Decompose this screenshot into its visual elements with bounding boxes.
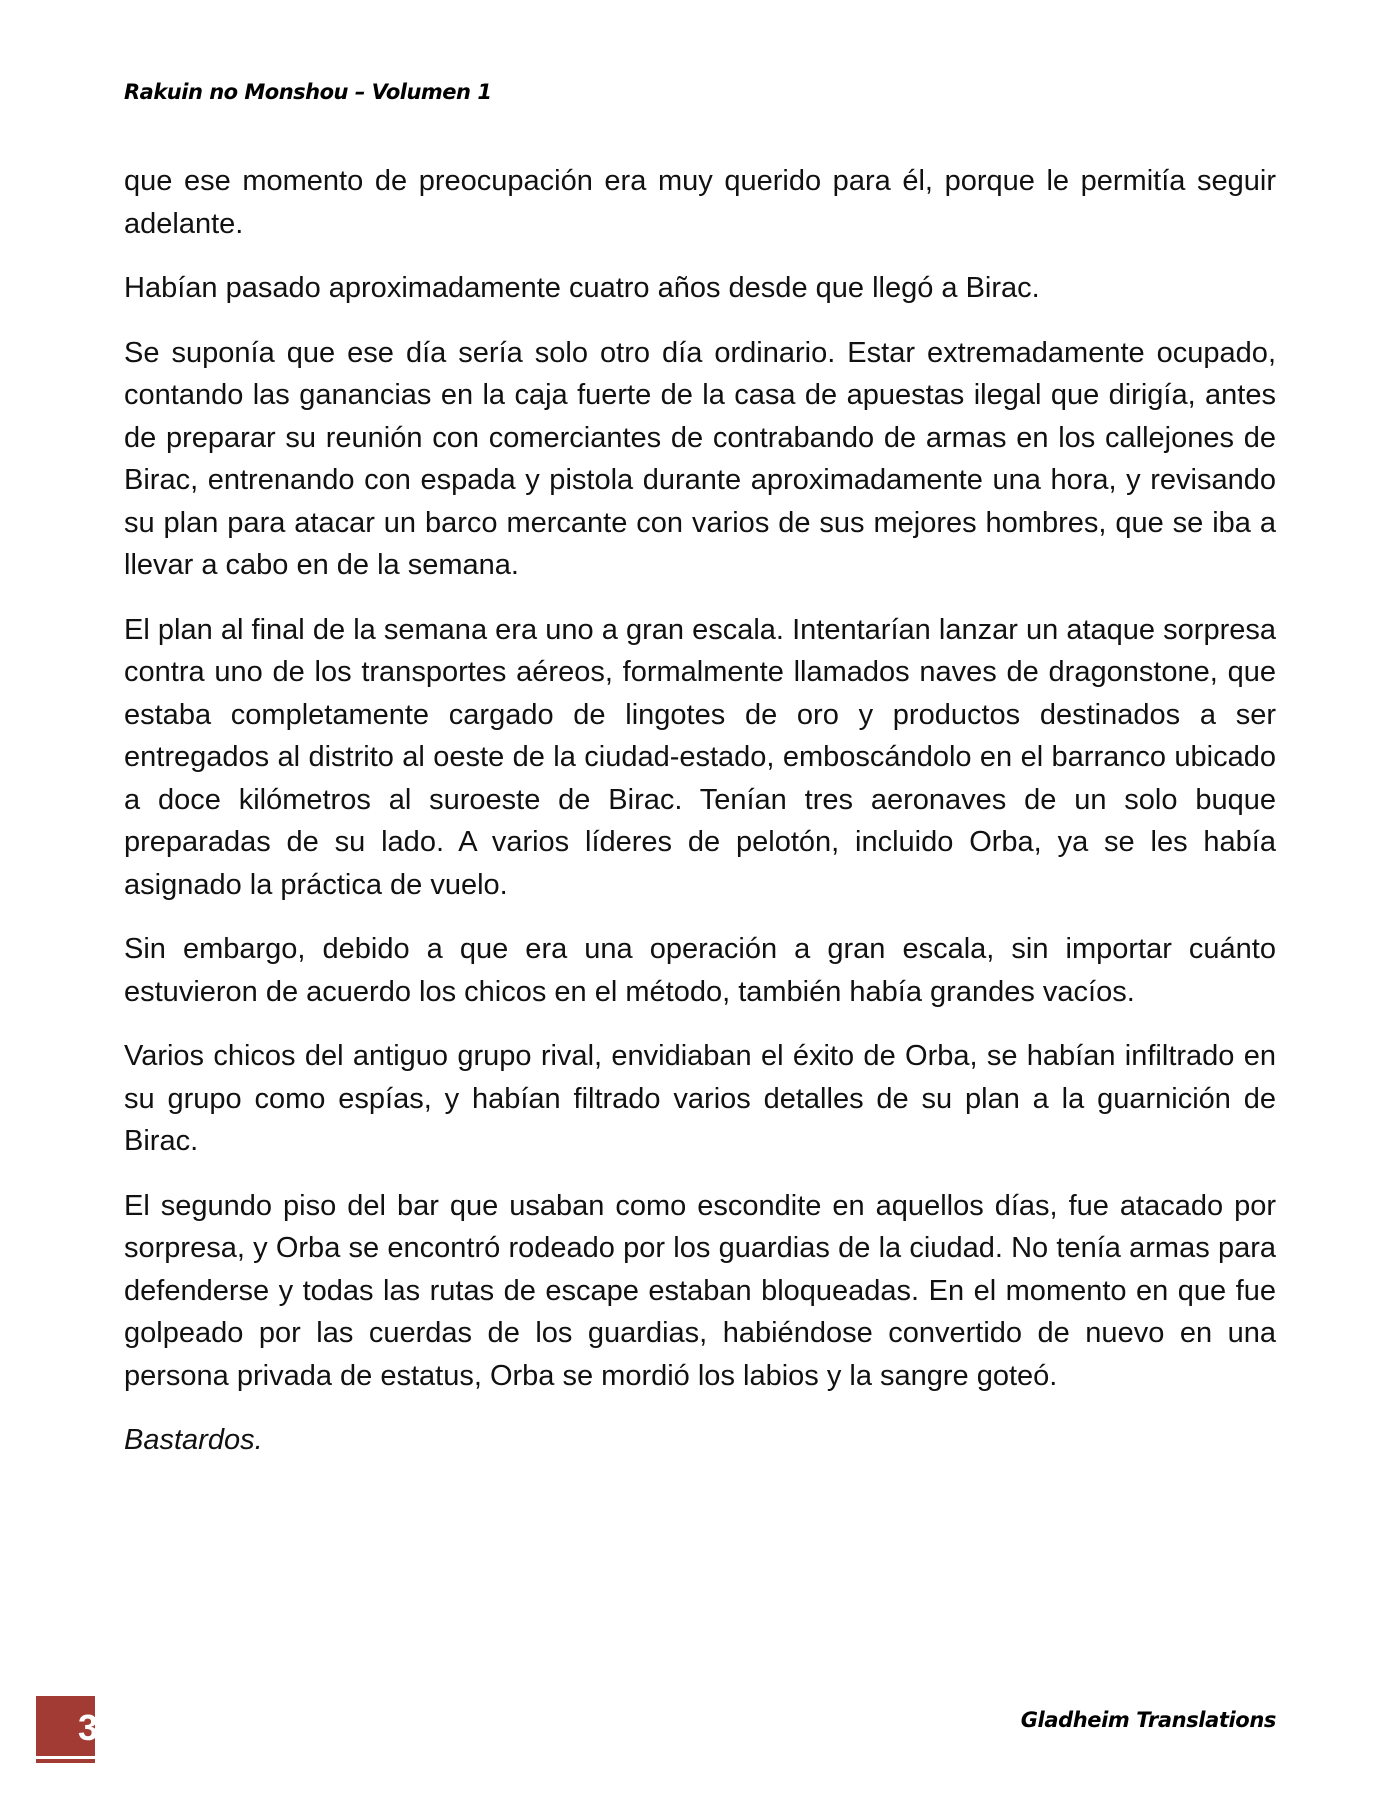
closing-line: Bastardos. — [124, 1424, 263, 1456]
paragraph: Sin embargo, debido a que era una operación a gran escala, sin importar cuánto estuvieron de acuerdo los chicos en el método, también había grandes vacíos. — [124, 933, 1276, 1008]
paragraph: Varios chicos del antiguo grupo rival, envidiaban el éxito de Orba, se habían infiltrado en su grupo como espías, y habían filtrado varios detalles de su plan a la guarnición de Birac. — [124, 1040, 1276, 1157]
page-number-badge — [36, 1696, 99, 1756]
paragraph: El segundo piso del bar que usaban como escondite en aquellos días, fue atacado por sorpresa, y Orba se encontró rodeado por los guardias de la ciudad. No tenía armas para defenderse y todas las rutas de escape estaban bloqueadas. En el momento en que fue golpeado por las cuerdas de los guardias, habiéndose convertido de nuevo en una persona privada de estatus, Orba se mordió los labios y la sangre goteó. — [124, 1189, 1276, 1392]
body-text — [124, 160, 1276, 1484]
running-header: Rakuin no Monshou – Volumen 1 — [124, 80, 492, 104]
paragraph: Se suponía que ese día sería solo otro día ordinario. Estar extremadamente ocupado, contando las ganancias en la caja fuerte de la casa de apuestas ilegal que dirigía, antes de preparar su reunión con comerciantes de contrabando de armas en los callejones de Birac, entrenando con espada y pistola durante aproximadamente una hora, y revisando su plan para atacar un barco mercante con varios de sus mejores hombres, que se iba a llevar a cabo en de la semana. — [124, 336, 1276, 581]
paragraph: Habían pasado aproximadamente cuatro años desde que llegó a Birac. — [124, 272, 1040, 304]
page-number: 3 — [78, 1707, 99, 1748]
translator-credit: Gladheim Translations — [1020, 1708, 1276, 1732]
paragraph: que ese momento de preocupación era muy querido para él, porque le permitía seguir adelante. — [124, 165, 1276, 240]
paragraph: El plan al final de la semana era uno a gran escala. Intentarían lanzar un ataque sorpresa contra uno de los transportes aéreos, formalmente llamados naves de dragonstone, que estaba completamente cargado de lingotes de oro y productos destinados a ser entregados al distrito al oeste de la ciudad-estado, emboscándolo en el barranco ubicado a doce kilómetros al suroeste de Birac. Tenían tres aeronaves de un solo buque preparadas de su lado. A varios líderes de pelotón, incluido Orba, ya se les había asignado la práctica de vuelo. — [124, 613, 1276, 901]
page-number-underline — [36, 1759, 95, 1763]
